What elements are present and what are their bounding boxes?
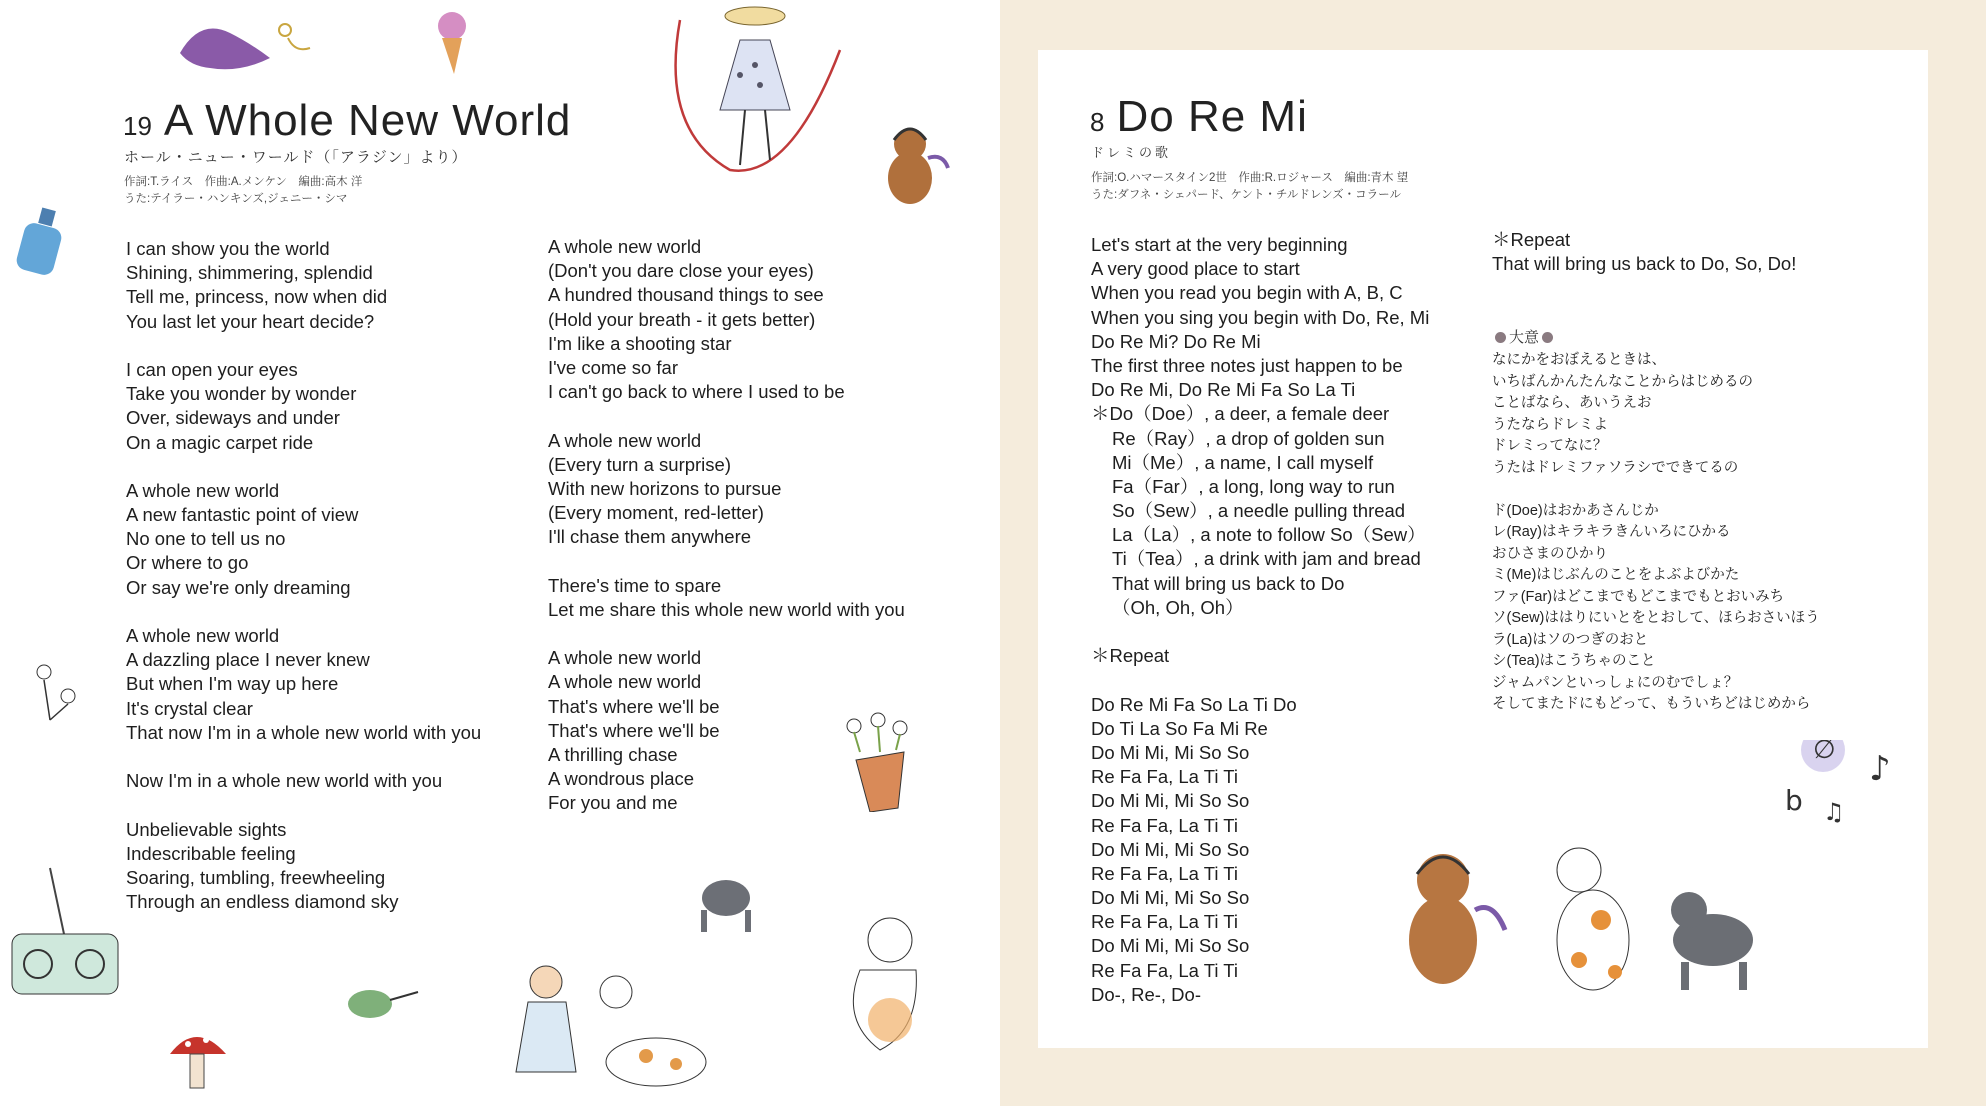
lyric-line: Do Mi Mi, Mi So So — [1091, 838, 1250, 860]
svg-text:b: b — [1785, 784, 1803, 817]
lyric-line: I can't go back to where I used to be — [548, 381, 845, 403]
lyric-line: A hundred thousand things to see — [548, 284, 824, 306]
svg-text:♫: ♫ — [1823, 798, 1845, 826]
lyrics-column-1 — [126, 237, 481, 914]
lyric-line: Re Fa Fa, La Ti Ti — [1091, 766, 1239, 788]
song-title: A Whole New World — [163, 96, 572, 145]
dog-headphones-icon — [878, 118, 950, 208]
lyric-line: ＊Repeat — [1492, 229, 1571, 250]
lyric-line: Or say we're only dreaming — [126, 576, 351, 598]
lyric-line: いちばんかんたんなことからはじめるの — [1492, 373, 1753, 390]
lyric-line: A whole new world — [548, 671, 702, 693]
song-credits — [1091, 170, 1408, 204]
lyric-line: そしてまたドにもどって、もういちどはじめから — [1492, 696, 1811, 712]
lyric-line: ジャムパンといっしょにのむでしょ？ — [1492, 674, 1739, 691]
lyric-line: ミ(Me)はじぶんのことをよぶよびかた — [1492, 567, 1740, 583]
lyric-line: Mi（Me）, a name, I call myself — [1112, 451, 1374, 473]
song-credits — [124, 174, 362, 208]
summary-label: 大意 — [1509, 329, 1540, 346]
lyric-line: ファ(Far)はどこまでもどこまでもとおいみち — [1492, 588, 1785, 605]
japanese-summary — [1492, 350, 1820, 716]
lyric-line: Shining, shimmering, splendid — [126, 262, 373, 284]
credits-line: うた:ダフネ・シェパード、ケント・チルドレンズ・コラール — [1091, 189, 1401, 201]
lyric-line: With new horizons to pursue — [548, 477, 782, 499]
stanza-gap — [548, 404, 905, 428]
lyric-line: Re Fa Fa, La Ti Ti — [1091, 911, 1239, 933]
lyric-line: ことばなら、あいうえお — [1492, 395, 1652, 411]
lyric-line: La（La）, a note to follow So（Sew） — [1112, 524, 1426, 546]
lyric-line: Re（Ray）, a drop of golden sun — [1112, 427, 1385, 449]
seal-doodle-icon — [170, 8, 320, 78]
stanza-gap — [126, 793, 481, 817]
lyric-line: Do Mi Mi, Mi So So — [1091, 935, 1250, 957]
lyric-line: Do Re Mi? Do Re Mi — [1091, 330, 1261, 352]
svg-text:♪: ♪ — [1869, 749, 1891, 789]
lyric-line: Do Ti La So Fa Mi Re — [1091, 717, 1268, 739]
lyric-line: Do Re Mi, Do Re Mi Fa So La Ti — [1091, 379, 1356, 401]
summary-heading — [1492, 326, 1556, 347]
lyric-line: That's where we'll be — [548, 695, 720, 717]
stanza-gap — [548, 622, 905, 646]
dogs-and-notes-icon — [1393, 740, 1923, 1040]
lyric-line: うたはドレミファソラシでできてるの — [1492, 459, 1739, 476]
stanza-gap — [126, 600, 481, 624]
jump-rope-girl-icon — [660, 0, 870, 210]
credits-line: 作詞:O.ハマースタイン2世 作曲:R.ロジャース 編曲:青木 望 — [1091, 172, 1409, 184]
lyric-line: レ(Ray)はキラキラきんいろにひかる — [1492, 524, 1731, 540]
lyric-line: Do Re Mi Fa So La Ti Do — [1091, 693, 1297, 715]
lyric-line: Do-, Re-, Do- — [1091, 983, 1201, 1005]
lyric-line: Do Mi Mi, Mi So So — [1091, 790, 1250, 812]
lyric-line: A new fantastic point of view — [126, 504, 359, 526]
lyric-line: Unbelievable sights — [126, 818, 287, 840]
bullet-dot-icon — [1495, 332, 1506, 343]
song-title: Do Re Mi — [1116, 92, 1308, 141]
lyric-line: There's time to spare — [548, 574, 722, 596]
lyric-line: Through an endless diamond sky — [126, 891, 399, 913]
radio-icon — [8, 860, 123, 1010]
stanza-gap — [126, 745, 481, 769]
stanza-gap — [126, 334, 481, 358]
lyric-line: Now I'm in a whole new world with you — [126, 770, 443, 792]
bird-icon — [340, 970, 420, 1030]
song-heading-left — [123, 96, 571, 146]
stanza-gap — [1091, 668, 1429, 692]
lyric-line: Or where to go — [126, 552, 249, 574]
lyric-line: That will bring us back to Do, So, Do! — [1492, 253, 1797, 275]
lyric-line: Let me share this whole new world with you — [548, 598, 905, 620]
cat-astronaut-icon — [820, 910, 940, 1070]
flower-pot-icon — [832, 712, 922, 812]
lyric-line: Do Mi Mi, Mi So So — [1091, 887, 1250, 909]
lyric-line: You last let your heart decide? — [126, 310, 375, 332]
lyric-line: Soaring, tumbling, freewheeling — [126, 866, 386, 888]
right-page — [1038, 50, 1928, 1048]
lyric-line: なにかをおぼえるときは、 — [1492, 352, 1666, 368]
lyric-line: The first three notes just happen to be — [1091, 354, 1403, 376]
lyric-line: That now I'm in a whole new world with you — [126, 721, 482, 743]
lyric-line: A thrilling chase — [548, 743, 678, 765]
stanza-gap — [1091, 620, 1429, 644]
mushroom-icon — [166, 1024, 232, 1104]
credits-line: 作詞:T.ライス 作曲:A.メンケン 編曲:高木 洋 — [124, 176, 363, 188]
lyric-line: Take you wonder by wonder — [126, 383, 357, 405]
lyric-line: I've come so far — [548, 356, 678, 378]
lyric-line: So（Sew）, a needle pulling thread — [1112, 500, 1406, 522]
lyric-line: (Hold your breath - it gets better) — [548, 308, 816, 330]
flower-doodle-icon — [28, 660, 88, 730]
bullet-dot-icon — [1542, 332, 1553, 343]
lyric-line: A wondrous place — [548, 768, 695, 790]
song-subtitle: ホール・ニュー・ワールド（「アラジン」より） — [124, 149, 468, 166]
lyric-line: ド(Doe)はおかあさんじか — [1492, 502, 1659, 519]
lyric-line: A dazzling place I never knew — [126, 649, 370, 671]
song-heading-right — [1090, 92, 1308, 142]
song-subtitle: ドレミの歌 — [1091, 145, 1172, 160]
track-number: 8 — [1090, 107, 1105, 137]
grey-dog-icon — [690, 870, 770, 940]
lyric-line: That will bring us back to Do — [1112, 572, 1345, 594]
lyric-line: Do Mi Mi, Mi So So — [1091, 741, 1250, 763]
lyrics-column-2 — [1492, 228, 1796, 276]
lyric-line: Fa（Far）, a long, long way to run — [1112, 475, 1395, 497]
lyric-line: Let's start at the very beginning — [1091, 234, 1348, 255]
lyric-line: But when I'm way up here — [126, 673, 339, 695]
lyric-line: Tell me, princess, now when did — [126, 286, 388, 308]
lyric-line: Re Fa Fa, La Ti Ti — [1091, 862, 1239, 884]
lyrics-column-1 — [1091, 233, 1429, 1007]
lyric-line: Indescribable feeling — [126, 842, 296, 864]
lyric-line: I can show you the world — [126, 238, 330, 259]
lyric-line: A whole new world — [548, 647, 702, 669]
lyric-line: A whole new world — [126, 479, 280, 501]
lyric-line: ソ(Sew)ははりにいとをとおして、ほらおさいほう — [1492, 610, 1820, 626]
stanza-gap — [126, 455, 481, 479]
lyric-line: （Oh, Oh, Oh） — [1112, 596, 1244, 618]
lyric-line: Re Fa Fa, La Ti Ti — [1091, 959, 1239, 981]
track-number: 19 — [123, 111, 152, 141]
girl-and-cat-icon — [506, 952, 716, 1106]
lyric-line: A very good place to start — [1091, 258, 1300, 280]
lyric-line: おひさまのひかり — [1492, 545, 1608, 562]
lyric-line: (Every moment, red-letter) — [548, 502, 764, 524]
stanza-gap — [1492, 479, 1820, 501]
bottle-icon — [12, 205, 72, 285]
lyric-line: No one to tell us no — [126, 528, 286, 550]
lyric-line: A whole new world — [126, 625, 280, 646]
lyric-line: Re Fa Fa, La Ti Ti — [1091, 814, 1239, 836]
lyric-line: When you read you begin with A, B, C — [1091, 282, 1403, 304]
lyric-line: On a magic carpet ride — [126, 431, 314, 453]
lyric-line: ＊Repeat — [1091, 645, 1170, 667]
lyric-line: Ti（Tea）, a drink with jam and bread — [1112, 548, 1421, 570]
svg-text:∅: ∅ — [1813, 740, 1836, 765]
lyric-line: ラ(La)はソのつぎのおと — [1492, 631, 1649, 648]
lyric-line: That's where we'll be — [548, 719, 720, 741]
lyric-line: (Don't you dare close your eyes) — [548, 260, 814, 282]
credits-line: うた:テイラー・ハンキンズ,ジェニー・シマ — [124, 193, 348, 205]
lyric-line: ＊Do（Doe）, a deer, a female deer — [1091, 403, 1390, 425]
stanza-gap — [548, 549, 905, 573]
lyric-line: For you and me — [548, 792, 678, 814]
lyric-line: I can open your eyes — [126, 358, 298, 380]
lyric-line: シ(Tea)はこうちゃのこと — [1492, 653, 1656, 669]
lyric-line: ドレミってなに？ — [1492, 438, 1608, 454]
lyric-line: A whole new world — [548, 236, 702, 257]
lyric-line: A whole new world — [548, 429, 702, 451]
lyric-line: I'm like a shooting star — [548, 332, 732, 354]
lyric-line: It's crystal clear — [126, 697, 253, 719]
lyric-line: When you sing you begin with Do, Re, Mi — [1091, 306, 1430, 328]
lyric-line: Over, sideways and under — [126, 407, 340, 429]
lyric-line: うたならドレミよ — [1492, 416, 1608, 433]
lyric-line: I'll chase them anywhere — [548, 526, 752, 548]
lyric-line: (Every turn a surprise) — [548, 453, 731, 475]
icecream-icon — [432, 4, 482, 84]
